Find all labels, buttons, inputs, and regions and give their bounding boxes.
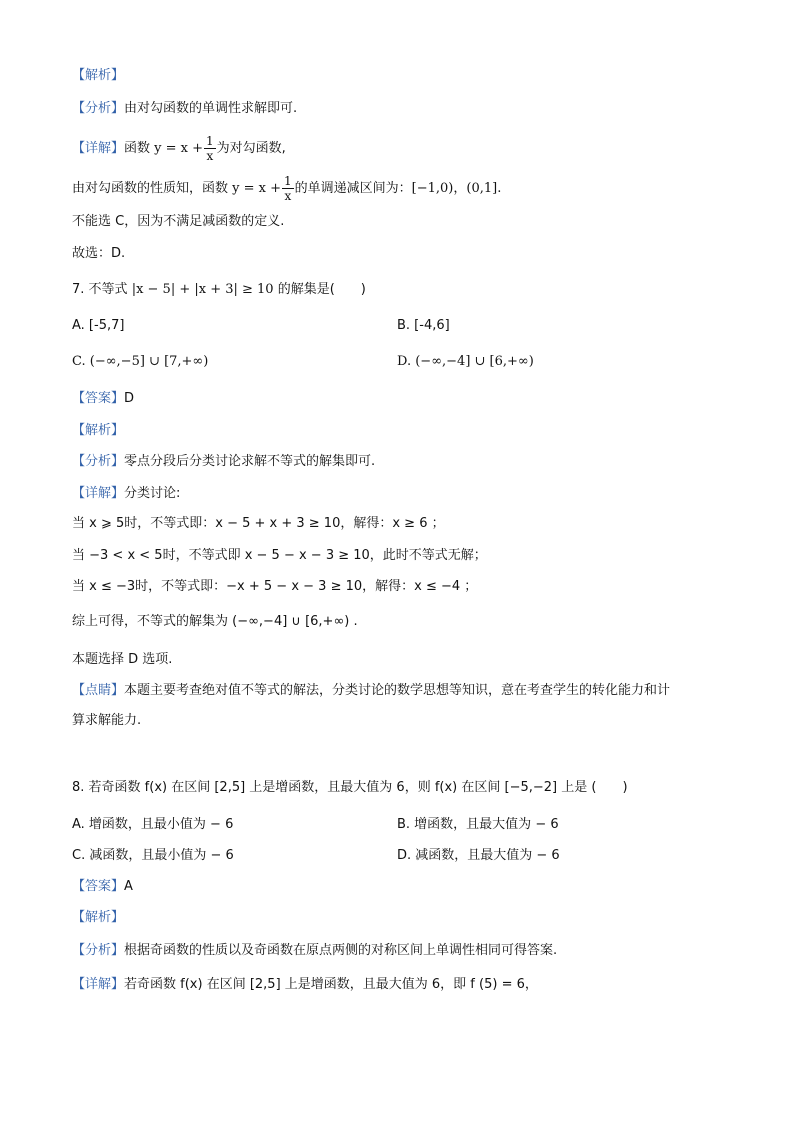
q6-fraction-2 — [282, 174, 294, 203]
fenxi-tag: 【分析】 — [72, 943, 125, 958]
q7-case-3: 当 x ≤ −3时，不等式即：−x + 5 − x − 3 ≥ 10，解得：x ≤ −4 ； — [72, 579, 478, 594]
answer-tag: 【答案】 — [72, 391, 125, 406]
q8-detail-text: 若奇函数 f(x) 在区间 [2,5] 上是增函数，且最大值为 6，即 f (5) = 6， — [124, 977, 538, 992]
q8-fenxi-line — [72, 941, 557, 961]
q7-detail-line — [72, 484, 180, 504]
q7-fenxi-text: 零点分段后分类讨论求解不等式的解集即可. — [124, 454, 376, 469]
q7-analysis-heading — [72, 421, 124, 441]
fenxi-tag: 【分析】 — [72, 454, 125, 469]
analysis-tag: 【解析】 — [72, 423, 125, 438]
q7-answer-line — [72, 389, 134, 409]
q8-option-c: C. 减函数，且最小值为 − 6 — [72, 848, 234, 863]
q7-option-b: B. [-4,6] — [397, 318, 450, 333]
q8-answer: A — [124, 879, 133, 894]
q6-fenxi-line — [72, 99, 297, 119]
q7-detail-text: 分类讨论: — [124, 486, 181, 501]
q7-stem — [72, 280, 366, 300]
q6-detail-post: 为对勾函数, — [216, 141, 286, 156]
q7-dianjing-line — [72, 681, 670, 701]
detail-tag: 【详解】 — [72, 141, 125, 156]
q6-fraction — [204, 134, 216, 163]
q6-line3: 不能选 C，因为不满足减函数的定义. — [72, 214, 285, 229]
q7-summary: 综上可得，不等式的解集为 (−∞,−4] ∪ [6,+∞) . — [72, 614, 358, 629]
q6-line2-pre: 由对勾函数的性质知，函数 — [72, 181, 229, 196]
q7-dianjing-text-1: 本题主要考查绝对值不等式的解法，分类讨论的数学思想等知识，意在考查学生的转化能力和计 — [124, 683, 671, 698]
detail-tag: 【详解】 — [72, 977, 125, 992]
q7-case-1: 当 x ⩾ 5时，不等式即：x − 5 + x + 3 ≥ 10，解得：x ≥ 6 ； — [72, 516, 445, 531]
q7-answer: D — [124, 391, 135, 406]
q8-stem: 8. 若奇函数 f(x) 在区间 [2,5] 上是增函数，且最大值为 6，则 f(x) 在区间 [−5,−2] 上是 ( ) — [72, 780, 628, 795]
q7-stem-math: |x − 5| + |x + 3| ≥ 10 — [131, 282, 274, 297]
fraction-denominator: x — [284, 189, 292, 203]
q6-func-lhs: y = x + — [154, 141, 204, 156]
q6-line2-post: 的单调递减区间为： — [294, 181, 412, 196]
q8-detail-line — [72, 975, 538, 995]
q8-option-b: B. 增函数，且最大值为 − 6 — [397, 817, 559, 832]
q7-choice: 本题选择 D 选项. — [72, 652, 173, 667]
q6-detail-line — [72, 134, 286, 163]
analysis-heading — [72, 66, 124, 86]
q7-stem-post: 的解集是( ) — [277, 282, 366, 297]
q7-stem-pre: 7. 不等式 — [72, 282, 128, 297]
q7-option-a: A. [-5,7] — [72, 318, 125, 333]
analysis-tag: 【解析】 — [72, 68, 125, 83]
q7-dianjing-text-2: 算求解能力. — [72, 713, 142, 728]
q6-line4: 故选：D. — [72, 246, 126, 261]
q8-option-a: A. 增函数，且最小值为 − 6 — [72, 817, 234, 832]
fraction-numerator: 1 — [284, 174, 292, 188]
q8-answer-line — [72, 877, 133, 897]
q7-case-2: 当 −3 < x < 5时，不等式即 x − 5 − x − 3 ≥ 10，此时不等式无解； — [72, 548, 487, 563]
q7-fenxi-line — [72, 452, 375, 472]
q6-property-line — [72, 174, 501, 203]
q6-detail-pre: 函数 — [124, 141, 151, 156]
fenxi-tag: 【分析】 — [72, 101, 125, 116]
q7-option-d: D. (−∞,−4] ∪ [6,+∞) — [397, 354, 534, 369]
fraction-numerator: 1 — [206, 134, 214, 148]
q6-func-lhs-2: y = x + — [232, 181, 282, 196]
q7-option-c: C. (−∞,−5] ∪ [7,+∞) — [72, 354, 209, 369]
q8-fenxi-text: 根据奇函数的性质以及奇函数在原点两侧的对称区间上单调性相同可得答案. — [124, 943, 558, 958]
q6-fenxi-text: 由对勾函数的单调性求解即可. — [124, 101, 298, 116]
q6-intervals: [−1,0)，(0,1]. — [411, 181, 502, 196]
fraction-denominator: x — [206, 149, 214, 163]
answer-tag: 【答案】 — [72, 879, 125, 894]
analysis-tag: 【解析】 — [72, 910, 125, 925]
q8-option-d: D. 减函数，且最大值为 − 6 — [397, 848, 560, 863]
dianjing-tag: 【点睛】 — [72, 683, 125, 698]
q8-analysis-heading — [72, 908, 124, 928]
detail-tag: 【详解】 — [72, 486, 125, 501]
